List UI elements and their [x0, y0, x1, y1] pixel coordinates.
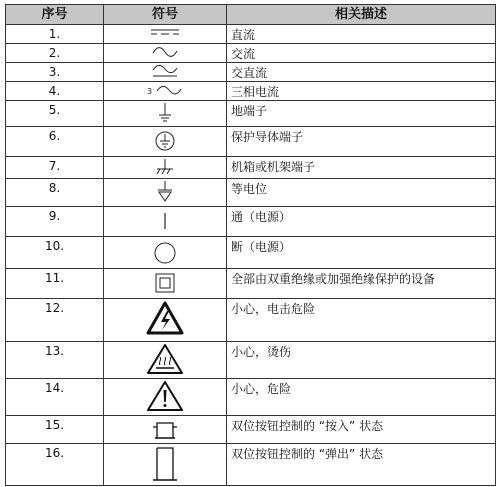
row-number: 7. — [6, 157, 104, 179]
row-description: 交流 — [227, 44, 496, 63]
button-out-icon — [147, 444, 183, 484]
header-description: 相关描述 — [227, 5, 496, 25]
row-number: 3. — [6, 63, 104, 82]
double-insulation-icon — [153, 269, 177, 297]
ac-icon — [147, 44, 183, 60]
row-description: 三相电流 — [227, 82, 496, 101]
row-description: 交直流 — [227, 63, 496, 82]
row-description: 通（电源） — [227, 207, 496, 237]
symbol-table — [5, 4, 496, 486]
three-phase-ac-icon — [145, 82, 185, 99]
table-row — [6, 237, 496, 269]
table-row — [6, 63, 496, 82]
header-symbol: 符号 — [104, 5, 227, 25]
row-description: 等电位 — [227, 179, 496, 207]
row-description: 保护导体端子 — [227, 127, 496, 157]
row-number: 13. — [6, 342, 104, 379]
row-number: 14. — [6, 379, 104, 416]
row-description: 全部由双重绝缘或加强绝缘保护的设备 — [227, 269, 496, 299]
table-row — [6, 44, 496, 63]
row-number: 2. — [6, 44, 104, 63]
table-row — [6, 157, 496, 179]
row-number: 5. — [6, 101, 104, 127]
row-number: 10. — [6, 237, 104, 269]
equipotential-icon — [155, 179, 175, 205]
power-off-icon — [151, 237, 179, 267]
row-description: 双位按钮控制的 “弹出” 状态 — [227, 444, 496, 486]
table-row — [6, 25, 496, 44]
electric-shock-warning-icon — [145, 299, 185, 339]
row-number: 15. — [6, 416, 104, 444]
table-row — [6, 127, 496, 157]
row-description: 机箱或机架端子 — [227, 157, 496, 179]
row-description: 双位按钮控制的 “按入” 状态 — [227, 416, 496, 444]
row-number: 8. — [6, 179, 104, 207]
row-number: 16. — [6, 444, 104, 486]
table-row — [6, 379, 496, 416]
table-row — [6, 179, 496, 207]
table-row — [6, 269, 496, 299]
caution-icon — [145, 379, 185, 413]
button-in-icon — [147, 416, 183, 442]
power-on-icon — [155, 207, 175, 235]
three-phase-label: 3 — [147, 87, 153, 96]
row-description: 小心，电击危险 — [227, 299, 496, 342]
row-description: 直流 — [227, 25, 496, 44]
row-number: 11. — [6, 269, 104, 299]
table-row — [6, 82, 496, 101]
table-row — [6, 101, 496, 127]
row-description: 地端子 — [227, 101, 496, 127]
row-description: 断（电源） — [227, 237, 496, 269]
chassis-ground-icon — [153, 157, 177, 177]
table-row — [6, 416, 496, 444]
ac-dc-icon — [147, 63, 183, 80]
row-number: 9. — [6, 207, 104, 237]
row-description: 小心，烫伤 — [227, 342, 496, 379]
row-number: 12. — [6, 299, 104, 342]
row-description: 小心，危险 — [227, 379, 496, 416]
row-number: 6. — [6, 127, 104, 157]
header-number: 序号 — [6, 5, 104, 25]
table-row — [6, 444, 496, 486]
table-row — [6, 299, 496, 342]
protective-earth-icon — [153, 127, 177, 155]
row-number: 1. — [6, 25, 104, 44]
table-row — [6, 207, 496, 237]
dc-icon — [147, 25, 183, 39]
header-row — [6, 5, 496, 25]
row-number: 4. — [6, 82, 104, 101]
earth-ground-icon — [155, 101, 175, 125]
hot-surface-warning-icon — [145, 342, 185, 376]
table-row — [6, 342, 496, 379]
